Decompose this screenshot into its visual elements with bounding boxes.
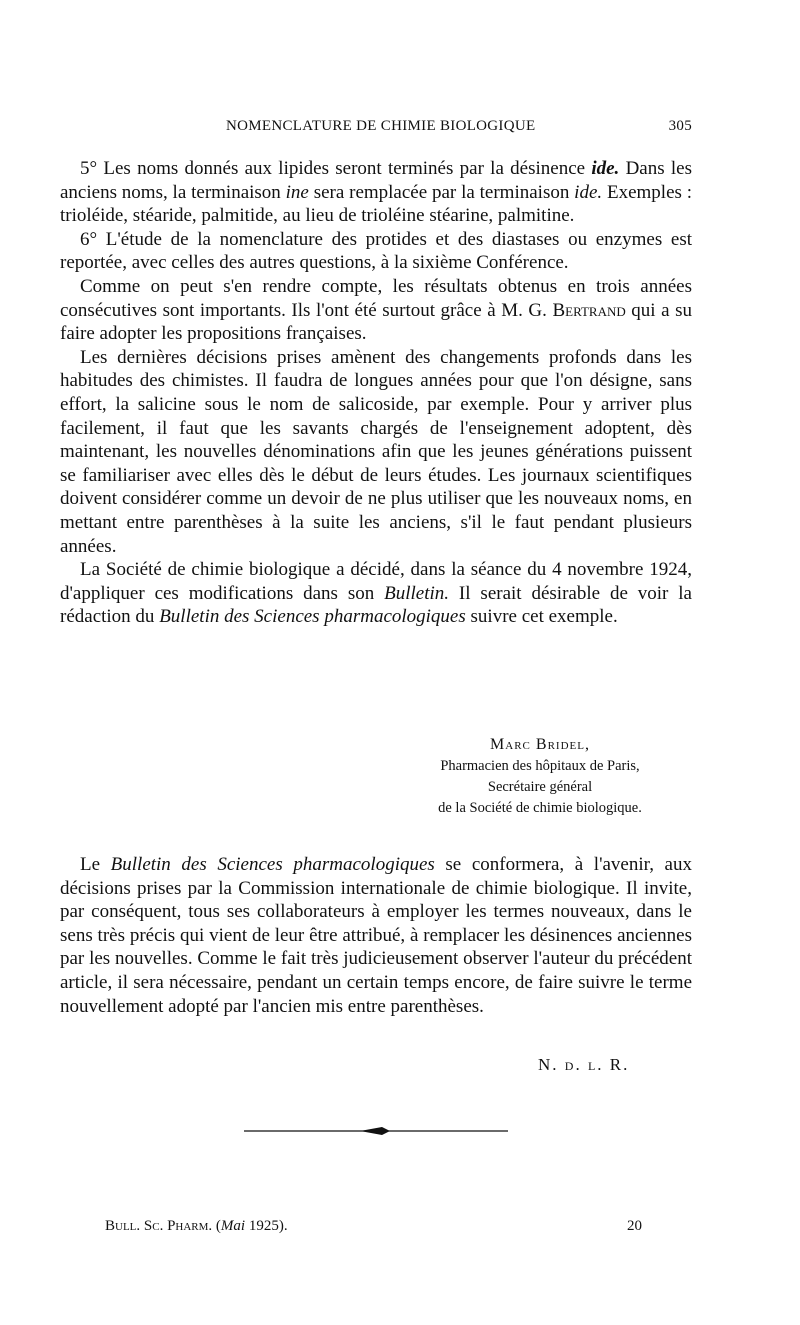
author-title-1: Pharmacien des hôpitaux de Paris,	[440, 758, 640, 774]
journal-title: Bulletin des Sciences pharmacologiques	[110, 854, 435, 875]
author-name: Marc Bridel,	[490, 736, 590, 753]
author-title-3: de la Société de chimie biologique.	[438, 800, 642, 816]
text-run: Comme on peut s'en rendre compte, les résultats obtenus en trois années consécutives sont importants. Ils l'ont été surtout grâce à M. G.	[60, 275, 692, 321]
text-run: 5° Les noms donnés aux lipides seront terminés par la désinence	[80, 158, 592, 179]
note-paragraph	[60, 853, 692, 1018]
paragraph-resultats	[60, 275, 692, 346]
paragraph-lipides	[60, 157, 692, 228]
sheet-number: 20	[627, 1218, 642, 1234]
term-ide-2: ide.	[574, 181, 603, 203]
paragraph-protides: 6° L'étude de la nomenclature des protides et des diastases ou enzymes est reportée, avec celles des autres questions, à la sixième Conférence.	[60, 228, 692, 274]
text-run: La Société de chimie biologique a décidé, dans la séance du 4 novembre 1924, d'appliquer ces modifications dans son	[60, 559, 692, 604]
editor-initials: N. d. l. R.	[538, 1055, 630, 1074]
text-run: Mai	[220, 1218, 246, 1234]
page-number: 305	[668, 118, 692, 134]
text-run: sera remplacée par la terminaison	[308, 181, 575, 203]
text-run: Exemples : trioléide, stéaride, palmitide, au lieu de trioléine stéarine, palmitine.	[60, 181, 693, 227]
text-run: Dans les anciens noms, la terminaison	[60, 158, 692, 203]
text-run: suivre cet exemple.	[465, 606, 618, 628]
author-title-2: Secrétaire général	[487, 779, 593, 795]
paragraph-societe	[60, 558, 692, 629]
text-run: Bull. Sc. Pharm. (	[105, 1218, 221, 1234]
text-run: se conformera, à l'avenir, aux décisions prises par la Commission internationale de chimie biologique. Il invite, par conséquent, tous ses collaborateurs à employer les termes nouveaux, dans le sens très précis qui vient de leur être attribué, à remplacer les désinences anciennes par les nouvelles. Comme le fait très judicieusement observer l'auteur du précédent article, il sera nécessaire, pendant un certain temps encore, de faire suivre le terme nouvellement adopté par l'ancien mis entre parenthèses.	[60, 854, 692, 1017]
author-signature	[388, 734, 692, 819]
running-title: NOMENCLATURE DE CHIMIE BIOLOGIQUE	[226, 118, 536, 134]
journal-title: Bulletin.	[384, 582, 450, 604]
person-name: Bertrand	[552, 299, 626, 321]
journal-citation	[105, 1218, 288, 1235]
article-body	[60, 157, 692, 629]
text-run: 1925).	[245, 1218, 288, 1234]
text-run: qui a su faire adopter les propositions françaises.	[60, 299, 693, 345]
journal-title: Bulletin des Sciences pharmacologiques	[159, 606, 466, 628]
text-run: Il serait désirable de voir la rédaction du	[60, 582, 692, 628]
ornament-divider-icon	[244, 1124, 508, 1138]
paragraph-decisions: Les dernières décisions prises amènent des changements profonds dans les habitudes des chimistes. Il faudra de longues années pour que l'on désigne, sans effort, la salicine sous le nom de salicoside, par exemple. Pour y arriver plus facilement, il faut que les savants chargés de l'enseignement adoptent, dès maintenant, les nouvelles dénominations afin que les jeunes générations puissent se familiariser avec elles dès le début de leurs études. Les journaux scientifiques doivent considérer comme un devoir de ne plus utiliser que les nouveaux noms, en mettant entre parenthèses à la suite les anciens, s'il le faut pendant plusieurs années.	[60, 346, 692, 557]
term-ide: ide.	[591, 158, 620, 179]
text-run: Le	[80, 854, 111, 875]
term-ine: ine	[285, 181, 309, 203]
editorial-note	[60, 853, 692, 1018]
